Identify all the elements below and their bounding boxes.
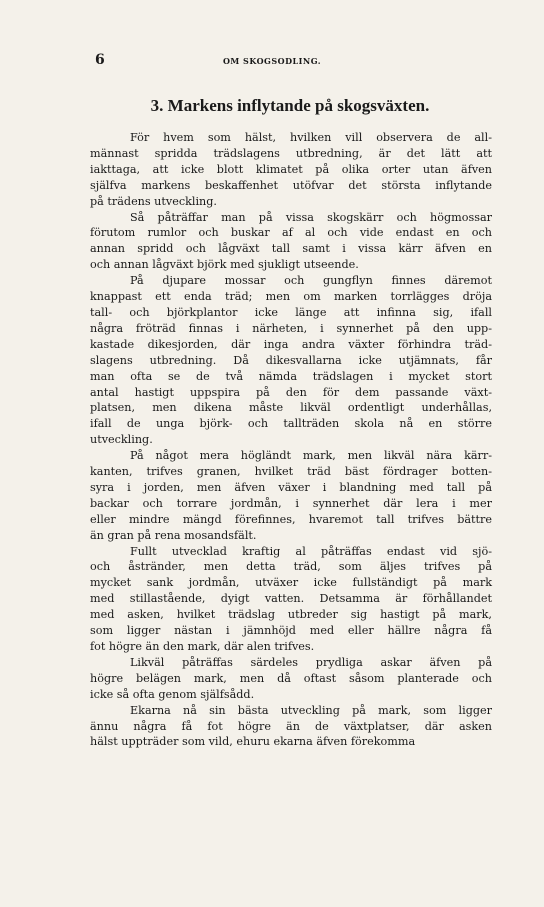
text-line: och annan lågväxt björk med sjukligt utseende. xyxy=(90,258,359,272)
text-line: förutom rumlor och buskar af al och vide endast en och xyxy=(90,226,492,240)
paragraph xyxy=(90,655,492,703)
text-line: På djupare mossar och gungflyn finnes däremot xyxy=(130,274,492,288)
text-line: än gran på rena mosandsfält. xyxy=(90,528,257,542)
text-line: och åstränder, men detta träd, som äljes trifves på xyxy=(90,560,492,574)
paragraph xyxy=(90,273,492,448)
paragraph xyxy=(90,448,492,543)
text-line: som ligger nästan i jämnhöjd med eller hällre några få xyxy=(90,624,492,638)
paragraph xyxy=(90,210,492,274)
text-line: backar och torrare jordmån, i synnerhet där lera i mer xyxy=(90,496,492,510)
text-line: iakttaga, att icke blott klimatet på olika orter utan äfven xyxy=(90,162,492,176)
text-line: För hvem som hälst, hvilken vill observera de all- xyxy=(130,131,492,144)
text-line: På något mera högländt mark, men likväl nära kärr- xyxy=(130,449,492,463)
text-line: själfva markens beskaffenhet utöfvar det största inflytande xyxy=(90,178,492,192)
text-line: knappast ett enda träd; men om marken torrlägges dröja xyxy=(90,290,492,304)
text-line: kastade dikesjorden, där inga andra växter förhindra träd- xyxy=(90,337,492,351)
running-head: OM SKOGSODLING. xyxy=(222,56,322,66)
text-line: med stillastående, dyigt vatten. Detsamma är förhållandet xyxy=(90,592,492,606)
text-line: hälst uppträder som vild, ehuru ekarna äfven förekomma xyxy=(90,735,416,749)
text-line: ännu några få fot högre än de växtplatser, där asken xyxy=(90,719,492,733)
text-line: högre belägen mark, men då oftast såsom planterade och xyxy=(90,671,492,685)
paragraph xyxy=(90,703,492,751)
body-text xyxy=(90,130,492,750)
text-line: kanten, trifves granen, hvilket träd bäst fördrager botten- xyxy=(90,465,492,479)
text-line: Fullt utvecklad kraftig al påträffas endast vid sjö- xyxy=(130,544,492,558)
text-line: tall- och björkplantor icke länge att infinna sig, ifall xyxy=(90,305,492,319)
page-number: 6 xyxy=(95,52,105,68)
text-line: annan spridd och lågväxt tall samt i vissa kärr äfven en xyxy=(90,242,492,256)
text-line: antal hastigt uppspira på den för dem passande växt- xyxy=(90,385,492,399)
paragraph xyxy=(90,130,492,210)
text-line: mycket sank jordmån, utväxer icke fullständigt på mark xyxy=(90,576,492,590)
text-line: ifall de unga björk- och tallträden skola nå en större xyxy=(90,417,492,431)
text-line: med asken, hvilket trädslag utbreder sig hastigt på mark, xyxy=(90,608,492,622)
text-line: eller mindre mängd förefinnes, hvaremot tall trifves bättre xyxy=(90,512,492,526)
text-line: syra i jorden, men äfven växer i blandning med tall på xyxy=(90,480,492,494)
text-line: Likväl påträffas särdeles prydliga askar äfven på xyxy=(130,655,492,669)
text-line: icke så ofta genom själfsådd. xyxy=(90,687,255,701)
text-line: Så påträffar man på vissa skogskärr och högmossar xyxy=(130,210,492,224)
text-line: på trädens utveckling. xyxy=(90,194,217,208)
text-line: fot högre än den mark, där alen trifves. xyxy=(90,640,315,653)
text-line: några fröträd finnas i närheten, i synnerhet på den upp- xyxy=(90,321,492,335)
text-line: männast spridda trädslagens utbredning, är det lätt att xyxy=(90,146,492,160)
text-line: utveckling. xyxy=(90,433,153,447)
text-line: platsen, men dikena måste likväl ordentligt underhållas, xyxy=(90,401,492,415)
paragraph xyxy=(90,544,492,655)
section-title: 3. Markens inflytande på skogsväxten. xyxy=(150,96,430,115)
text-line: man ofta se de två nämda trädslagen i mycket stort xyxy=(90,369,492,383)
text-line: slagens utbredning. Då dikesvallarna icke utjämnats, får xyxy=(90,353,492,367)
text-line: Ekarna nå sin bästa utveckling på mark, som ligger xyxy=(130,703,492,717)
